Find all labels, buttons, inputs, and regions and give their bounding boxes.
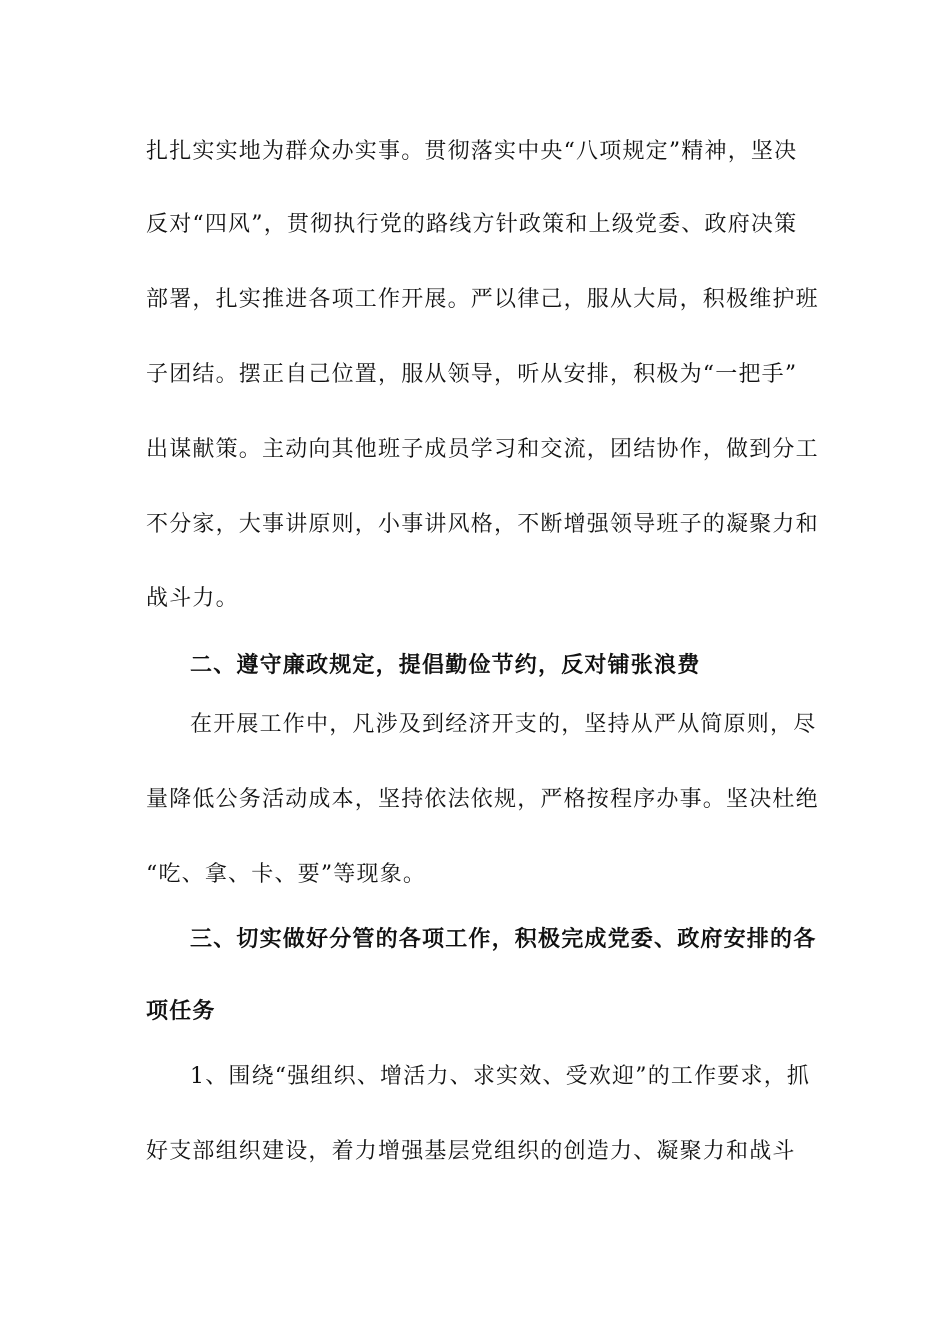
body-text-line: 战斗力。 — [146, 586, 239, 611]
body-text-line: 好支部组织建设，着力增强基层党组织的创造力、凝聚力和战斗 — [146, 1139, 796, 1164]
body-text-line: 出谋献策。主动向其他班子成员学习和交流，团结协作，做到分工 — [146, 437, 819, 462]
body-text-line: 反对“四风”，贯彻执行党的路线方针政策和上级党委、政府决策 — [146, 212, 798, 237]
body-text-line: 子团结。摆正自己位置，服从领导，听从安排，积极为“一把手” — [146, 362, 798, 387]
body-text-line: 1、围绕“强组织、增活力、求实效、受欢迎”的工作要求，抓 — [190, 1064, 811, 1089]
section-heading: 二、遵守廉政规定，提倡勤俭节约，反对铺张浪费 — [190, 652, 701, 678]
body-text-line: 在开展工作中，凡涉及到经济开支的，坚持从严从简原则，尽 — [190, 712, 817, 737]
body-text-line: 部署，扎实推进各项工作开展。严以律己，服从大局，积极维护班 — [146, 287, 819, 312]
section-heading-continued: 项任务 — [146, 998, 216, 1024]
body-text-line: 量降低公务活动成本，坚持依法依规，严格按程序办事。坚决杜绝 — [146, 787, 819, 812]
section-heading: 三、切实做好分管的各项工作，积极完成党委、政府安排的各 — [190, 926, 817, 952]
body-text-line: 扎扎实实地为群众办实事。贯彻落实中央“八项规定”精神，坚决 — [146, 139, 798, 164]
body-text-line: 不分家，大事讲原则，小事讲风格，不断增强领导班子的凝聚力和 — [146, 512, 819, 537]
body-text-line: “吃、拿、卡、要”等现象。 — [146, 862, 427, 887]
